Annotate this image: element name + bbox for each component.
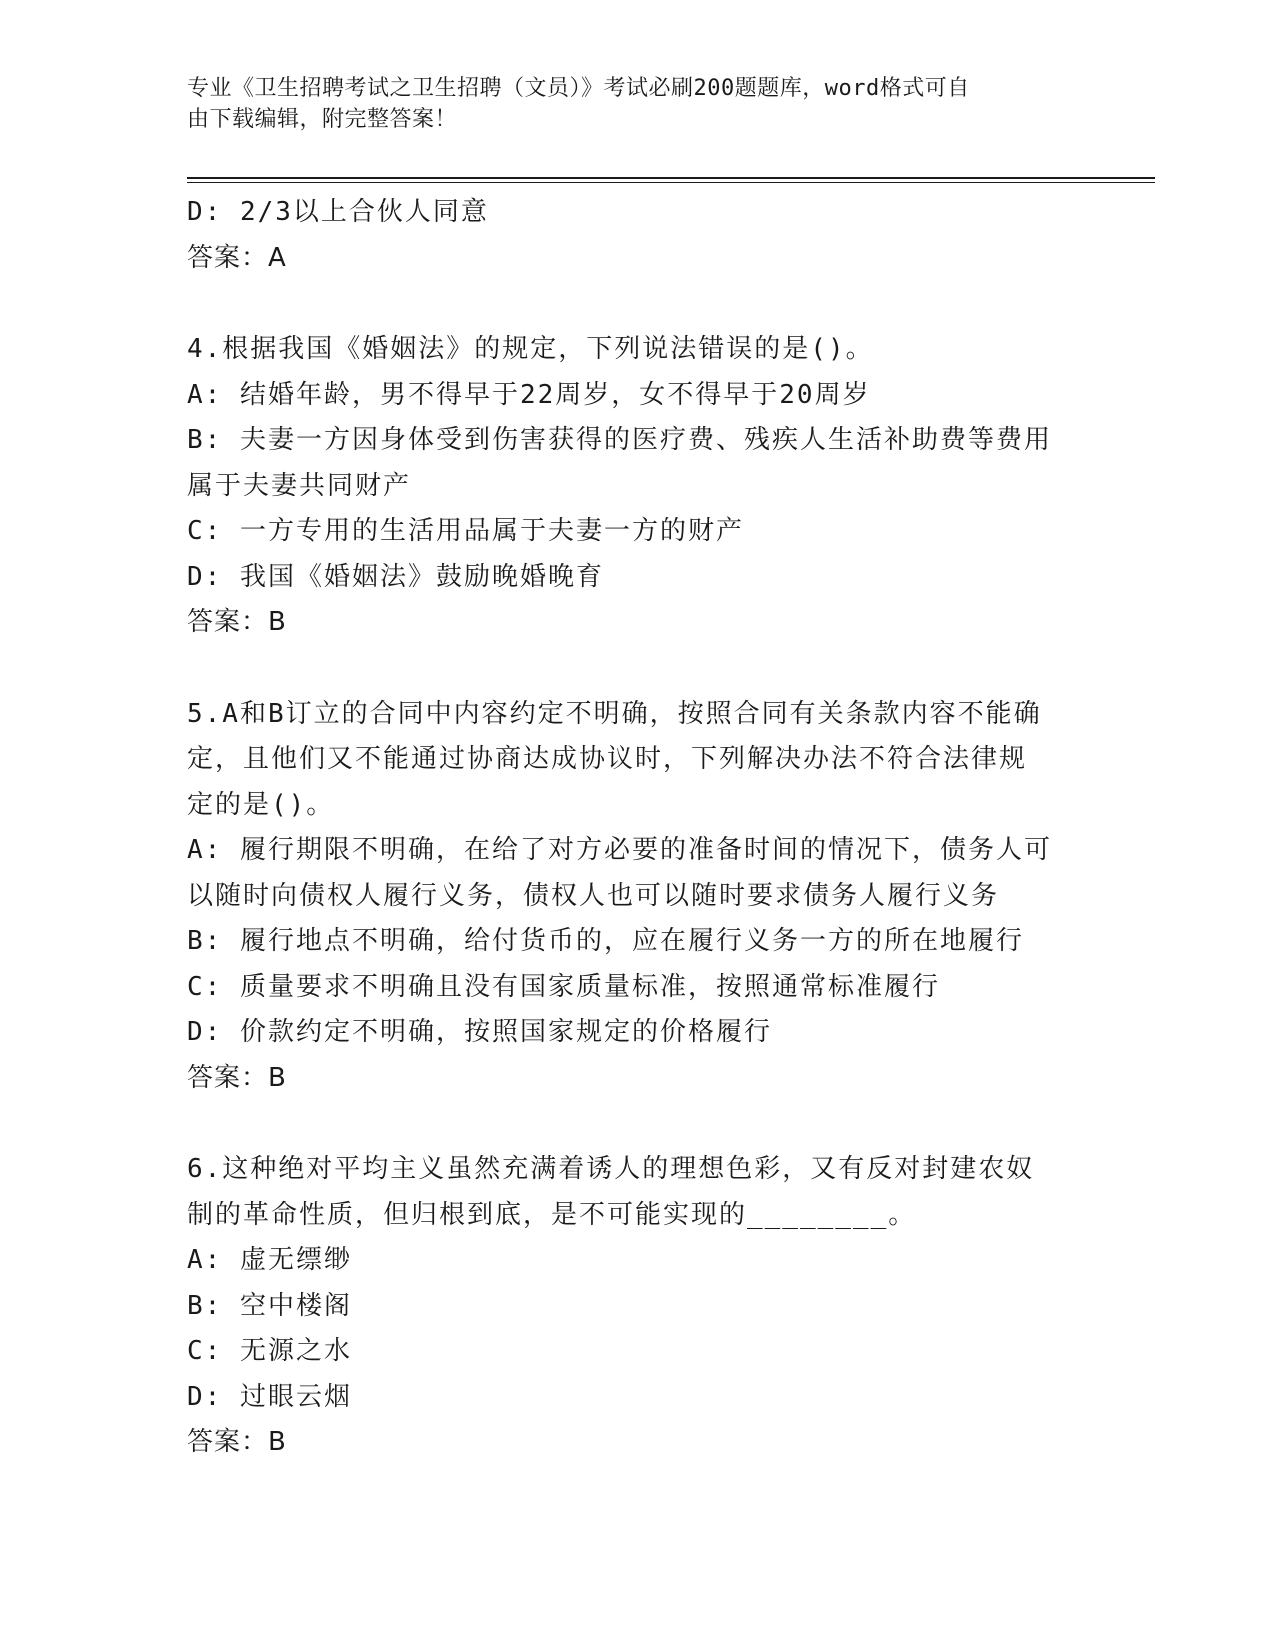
option-d: D: 价款约定不明确，按照国家规定的价格履行 <box>187 1017 772 1047</box>
answer-label: 答案：B <box>187 1427 287 1457</box>
answer-label: 答案：A <box>187 242 287 273</box>
option-a-continued: 以随时向债权人履行义务，债权人也可以随时要求债务人履行义务 <box>187 880 1000 911</box>
question-3-tail <box>187 190 1087 281</box>
question-stem: 4.根据我国《婚姻法》的规定，下列说法错误的是()。 <box>187 334 874 364</box>
option-b: B: 空中楼阁 <box>187 1290 352 1321</box>
option-b-continued: 属于夫妻共同财产 <box>187 470 412 501</box>
option-b: B: 履行地点不明确，给付货币的，应在履行义务一方的所在地履行 <box>187 926 1024 956</box>
option-d: D: 2/3以上合伙人同意 <box>187 197 489 227</box>
header-divider-thin <box>187 182 1155 183</box>
page-header <box>187 73 1067 135</box>
header-divider-thick <box>187 177 1155 179</box>
option-c: C: 质量要求不明确且没有国家质量标准，按照通常标准履行 <box>187 971 940 1002</box>
option-c: C: 一方专用的生活用品属于夫妻一方的财产 <box>187 516 744 546</box>
question-5 <box>187 692 1087 1102</box>
question-4 <box>187 327 1087 646</box>
question-stem-continued: 制的革命性质，但归根到底，是不可能实现的________。 <box>187 1199 917 1230</box>
header-line-1: 专业《卫生招聘考试之卫生招聘（文员）》考试必刷200题题库，word格式可自 <box>187 76 970 101</box>
question-stem: 5.A和B订立的合同中内容约定不明确，按照合同有关条款内容不能确 <box>187 698 1042 729</box>
header-line-2: 由下载编辑，附完整答案！ <box>187 107 458 132</box>
question-6 <box>187 1147 1087 1466</box>
spacer <box>187 646 1087 692</box>
answer-label: 答案：B <box>187 607 287 637</box>
option-d: D: 我国《婚姻法》鼓励晚婚晚育 <box>187 561 604 592</box>
option-a: A: 结婚年龄，男不得早于22周岁，女不得早于20周岁 <box>187 379 871 410</box>
question-stem-continued: 定的是()。 <box>187 789 335 820</box>
spacer <box>187 281 1087 327</box>
question-list <box>187 190 1087 1466</box>
question-stem-continued: 定，且他们又不能通过协商达成协议时，下列解决办法不符合法律规 <box>187 744 1028 774</box>
option-d: D: 过眼云烟 <box>187 1381 352 1412</box>
spacer <box>187 1101 1087 1147</box>
option-a: A: 虚无缥缈 <box>187 1245 352 1275</box>
answer-label: 答案：B <box>187 1062 287 1093</box>
option-b: B: 夫妻一方因身体受到伤害获得的医疗费、残疾人生活补助费等费用 <box>187 425 1052 455</box>
option-a: A: 履行期限不明确，在给了对方必要的准备时间的情况下，债务人可 <box>187 835 1052 865</box>
question-stem: 6.这种绝对平均主义虽然充满着诱人的理想色彩，又有反对封建农奴 <box>187 1154 1035 1184</box>
option-c: C: 无源之水 <box>187 1336 352 1366</box>
